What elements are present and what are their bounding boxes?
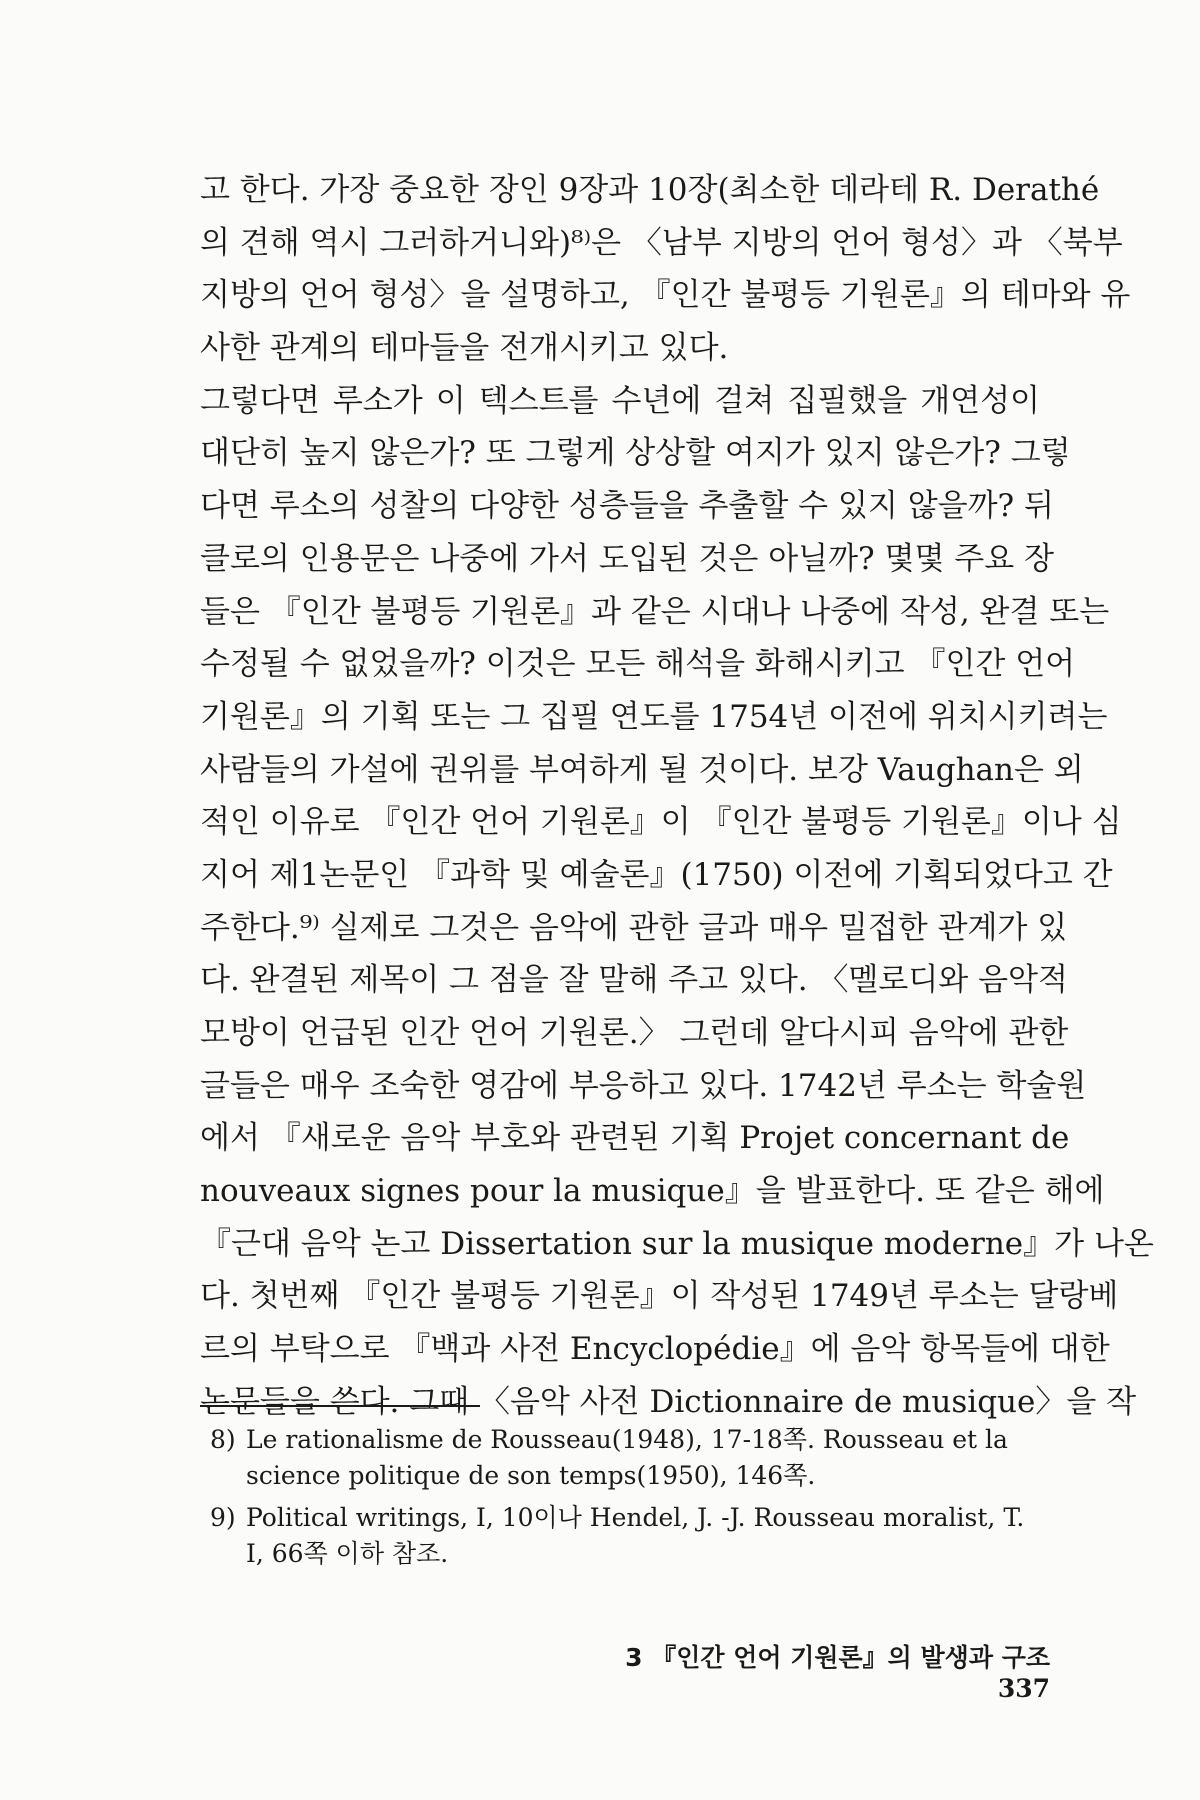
footnote-line: I, 66쪽 이하 참조. [246, 1539, 449, 1568]
text-line: 대단히 높지 않은가? 또 그렇게 상상할 여지가 있지 않은가? 그렇 [200, 435, 1071, 472]
footnotes [210, 1422, 1040, 1578]
text-line: 『근대 음악 논고 Dissertation sur la musique moderne』가 나온 [200, 1225, 1154, 1262]
text-line: 클로의 인용문은 나중에 가서 도입된 것은 아닐까? 몇몇 주요 장 [200, 540, 1054, 577]
text-line: 글들은 매우 조숙한 영감에 부응하고 있다. 1742년 루소는 학술원 [200, 1067, 1087, 1104]
text-line: 모방이 언급된 인간 언어 기원론.〉 그런데 알다시피 음악에 관한 [200, 1015, 1069, 1051]
footnote-line [210, 1422, 1040, 1458]
footnote-8 [210, 1422, 1040, 1494]
footnote-number: 9) [210, 1503, 236, 1532]
text-line: nouveaux signes pour la musique』을 발표한다. 또 같은 해에 [200, 1173, 1105, 1210]
text-line: 논문들을 쓴다. 그때 〈음악 사전 Dictionnaire de musique〉을 작 [200, 1383, 1137, 1420]
page-number: 337 [997, 1674, 1050, 1703]
text-line: 의 견해 역시 그러하거니와)⁸⁾은 〈남부 지방의 언어 형성〉과 〈북부 [200, 224, 1123, 261]
text-line: 사람들의 가설에 권위를 부여하게 될 것이다. 보강 Vaughan은 외 [200, 751, 1084, 788]
body-text [200, 164, 1154, 1429]
running-title: 3 『인간 언어 기원론』의 발생과 구조 [625, 1643, 1050, 1672]
footnote-separator [200, 1405, 480, 1407]
text-line: 그렇다면 루소가 이 텍스트를 수년에 걸쳐 집필했을 개연성이 [200, 382, 1040, 419]
text-line: 주한다.⁹⁾ 실제로 그것은 음악에 관한 글과 매우 밀접한 관계가 있 [200, 909, 1068, 946]
text-line: 다. 첫번째 『인간 불평등 기원론』이 작성된 1749년 루소는 달랑베 [200, 1278, 1119, 1315]
footnote-number: 8) [210, 1425, 236, 1454]
text-line: 수정될 수 없었을까? 이것은 모든 해석을 화해시키고 『인간 언어 [200, 646, 1076, 683]
text-line: 다면 루소의 성찰의 다양한 성층들을 추출할 수 있지 않을까? 뒤 [200, 488, 1054, 525]
text-line: 사한 관계의 테마들을 전개시키고 있다. [200, 330, 729, 367]
text-line: 지어 제1논문인 『과학 및 예술론』(1750) 이전에 기획되었다고 간 [200, 856, 1113, 893]
text-line: 고 한다. 가장 중요한 장인 9장과 10장(최소한 데라테 R. Derathé [200, 172, 1100, 208]
footnote-text: Le rationalisme de Rousseau(1948), 17-18쪽. Rousseau et la [246, 1425, 1008, 1454]
footnote-9 [210, 1500, 1040, 1572]
text-line: 에서 『새로운 음악 부호와 관련된 기획 Projet concernant de [200, 1120, 1070, 1157]
text-line: 르의 부탁으로 『백과 사전 Encyclopédie』에 음악 항목들에 대한 [200, 1331, 1110, 1368]
text-line: 적인 이유로 『인간 언어 기원론』이 『인간 불평등 기원론』이나 심 [200, 804, 1122, 841]
footnote-line [210, 1500, 1040, 1536]
text-line: 다. 완결된 제목이 그 점을 잘 말해 주고 있다. 〈멜로디와 음악적 [200, 962, 1068, 999]
text-line: 지방의 언어 형성〉을 설명하고, 『인간 불평등 기원론』의 테마와 유 [200, 277, 1131, 314]
footnote-text: Political writings, I, 10이나 Hendel, J. -J. Rousseau moralist, T. [246, 1503, 1025, 1532]
footnote-line: science politique de son temps(1950), 146쪽. [246, 1461, 816, 1490]
text-line: 기원론』의 기획 또는 그 집필 연도를 1754년 이전에 위치시키려는 [200, 698, 1108, 735]
text-line: 들은 『인간 불평등 기원론』과 같은 시대나 나중에 작성, 완결 또는 [200, 593, 1110, 630]
running-footer [560, 1638, 1050, 1703]
